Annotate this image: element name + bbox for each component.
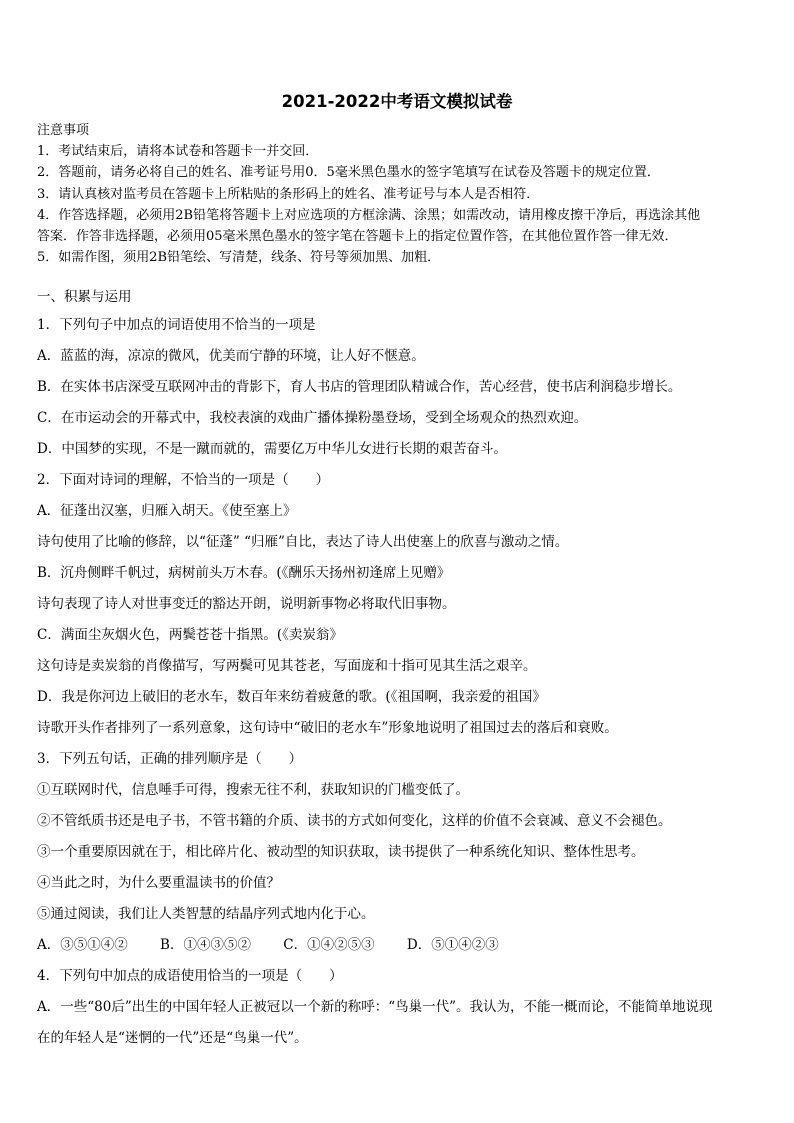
question-1-option-d: D．中国梦的实现，不是一蹴而就的，需要亿万中华儿女进行长期的艰苦奋斗。 <box>37 441 507 457</box>
question-3-sentence-2: ②不管纸质书还是电子书，不管书籍的介质、读书的方式如何变化，这样的价值不会衰减、意义不会褪色。 <box>37 813 672 829</box>
question-3-sentence-4: ④当此之时，为什么要重温读书的价值？ <box>37 875 280 891</box>
notice-item: 5．如需作图，须用2B铅笔绘、写清楚，线条、符号等须加黑、加粗． <box>37 250 441 266</box>
notice-item: 3．请认真核对监考员在答题卡上所粘贴的条形码上的姓名、准考证号与本人是否相符． <box>37 186 540 202</box>
question-2-option-b-note: 诗句表现了诗人对世事变迁的豁达开朗，说明新事物必将取代旧事物。 <box>37 596 456 612</box>
question-4-option-a: A．一些“80后”出生的中国年轻人正被冠以一个新的称呼：“鸟巢一代”。我认为，不能一概而论，不能简单地说现 <box>37 999 713 1015</box>
section-heading: 一、积累与运用 <box>37 289 132 305</box>
notice-item: 2．答题前，请务必将自己的姓名、准考证号用0．5毫米黑色墨水的签字笔填写在试卷及答题卡的规定位置． <box>37 165 660 181</box>
question-2-stem: 2．下面对诗词的理解，不恰当的一项是（ ） <box>37 472 330 488</box>
question-2-option-d-note: 诗歌开头作者排列了一系列意象，这句诗中“破旧的老水车”形象地说明了祖国过去的落后和衰败。 <box>37 720 618 736</box>
question-2-option-d: D．我是你河边上破旧的老水车，数百年来纺着疲惫的歌。(《祖国啊，我亲爱的祖国》 <box>37 689 546 705</box>
question-2-option-a: A．征蓬出汉塞，归雁入胡天。《使至塞上》 <box>37 503 297 519</box>
question-3-options <box>37 933 527 953</box>
question-1-stem: 1．下列句子中加点的词语使用不恰当的一项是 <box>37 317 316 333</box>
notice-item: 4．作答选择题，必须用2B铅笔将答题卡上对应选项的方框涂满、涂黑；如需改动，请用橡皮擦干净后，再选涂其他 <box>37 207 701 223</box>
question-1-option-c: C．在市运动会的开幕式中，我校表演的戏曲广播体操粉墨登场，受到全场观众的热烈欢迎。 <box>37 410 588 426</box>
question-4-stem: 4．下列句中加点的成语使用恰当的一项是（ ） <box>37 968 343 984</box>
question-2-option-c-note: 这句诗是卖炭翁的肖像描写，写两鬓可见其苍老，写面庞和十指可见其生活之艰辛。 <box>37 658 537 674</box>
notice-heading: 注意事项 <box>37 123 90 138</box>
question-3-option-d: D．⑤①④②③ <box>406 937 499 953</box>
question-2-option-c: C．满面尘灰烟火色，两鬓苍苍十指黑。(《卖炭翁》 <box>37 627 343 643</box>
question-1-option-a: A．蓝蓝的海，凉凉的微风，优美而宁静的环境，让人好不惬意。 <box>37 348 425 364</box>
question-3-sentence-5: ⑤通过阅读，我们让人类智慧的结晶序列式地内化于心。 <box>37 906 375 922</box>
question-2-option-b: B．沉舟侧畔千帆过，病树前头万木春。(《酬乐天扬州初逢席上见赠》 <box>37 565 451 581</box>
question-2-option-a-note: 诗句使用了比喻的修辞，以“征蓬” “归雁”自比，表达了诗人出使塞上的欣喜与激动之情。 <box>37 534 569 550</box>
page-title: 2021-2022中考语文模拟试卷 <box>281 92 513 111</box>
question-3-option-c: C．①④②⑤③ <box>283 937 375 953</box>
question-3-sentence-3: ③一个重要原因就在于，相比碎片化、被动型的知识获取，读书提供了一种系统化知识、整体性思考。 <box>37 844 645 860</box>
notice-item: 1．考试结束后，请将本试卷和答题卡一并交回． <box>37 144 319 160</box>
notice-item: 答案．作答非选择题，必须用05毫米黑色墨水的签字笔在答题卡上的指定位置作答，在其他位置作答一律无效． <box>37 229 678 245</box>
question-4-option-a-cont: 在的年轻人是“迷惘的一代”还是“鸟巢一代”。 <box>37 1030 308 1046</box>
notice-section <box>37 120 757 268</box>
question-3-stem: 3．下列五句话，正确的排列顺序是（ ） <box>37 751 303 767</box>
question-1-option-b: B．在实体书店深受互联网冲击的背影下，育人书店的管理团队精诚合作，苦心经营，使书店利润稳步增长。 <box>37 379 682 395</box>
question-3-option-b: B．①④③⑤② <box>160 937 251 953</box>
question-3-option-a: A．③⑤①④② <box>37 937 128 953</box>
question-3-sentence-1: ①互联网时代，信息唾手可得，搜索无往不利，获取知识的门槛变低了。 <box>37 782 469 798</box>
